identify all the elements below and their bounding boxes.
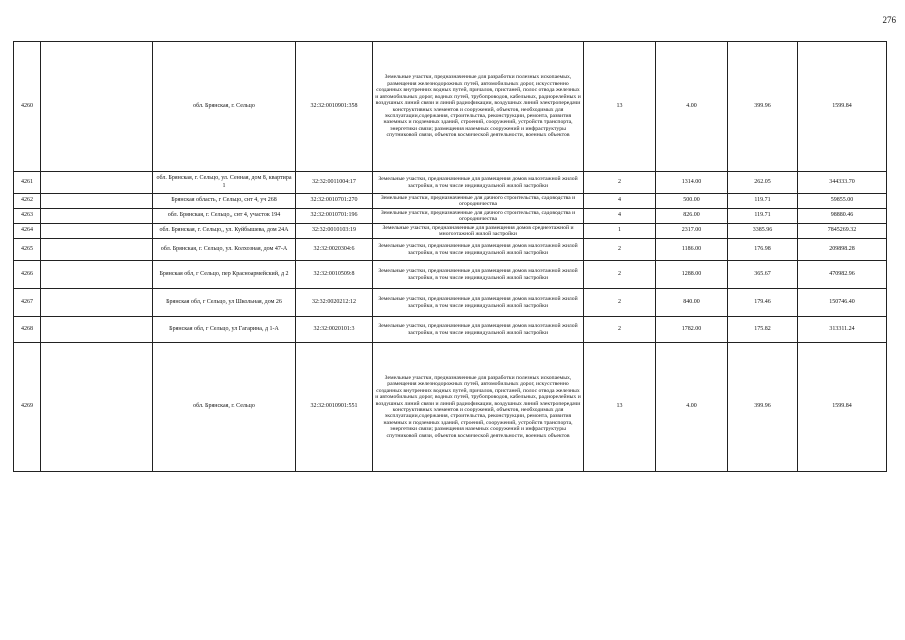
blank-cell xyxy=(41,209,153,224)
blank-cell xyxy=(41,289,153,317)
row-id: 4265 xyxy=(14,239,41,261)
cadastral-number-cell: 32:32:0010103:19 xyxy=(296,224,373,239)
address-cell: обл. Брянская, г. Сельцо,, ул. Куйбышева, дом 24А xyxy=(153,224,296,239)
use-code-cell: 2 xyxy=(584,261,656,289)
cadastral-number-cell: 32:32:0020304:6 xyxy=(296,239,373,261)
land-use-cell: Земельные участки, предназначенные для размещения домов малоэтажной жилой застройки, в том числе индивидуальной жилой застройки xyxy=(373,239,584,261)
row-id: 4268 xyxy=(14,317,41,343)
blank-cell xyxy=(41,172,153,194)
table-row xyxy=(14,209,887,224)
row-id: 4269 xyxy=(14,343,41,472)
use-code-cell: 2 xyxy=(584,172,656,194)
use-code-cell: 2 xyxy=(584,239,656,261)
area-cell: 1314.00 xyxy=(656,172,728,194)
use-code-cell: 13 xyxy=(584,343,656,472)
cadastral-number-cell: 32:32:0020101:3 xyxy=(296,317,373,343)
specific-value-cell: 119.71 xyxy=(728,194,798,209)
row-id: 4261 xyxy=(14,172,41,194)
blank-cell xyxy=(41,239,153,261)
address-cell: Брянская обл, г Сельцо, ул Школьная, дом 26 xyxy=(153,289,296,317)
area-cell: 840.00 xyxy=(656,289,728,317)
address-cell: обл. Брянская, г. Сельцо, ул. Сенная, дом 8, квартира 1 xyxy=(153,172,296,194)
land-use-cell: Земельные участки, предназначенные для разработки полезных ископаемых, размещения железнодорожных путей, автомобильных дорог, искусственно созданных внутренних водных путей, причалов, пристаней, полос отвода железных и автомобильных дорог, водных путей, трубопроводов, кабельных, радиорелейных и воздушных линий связи и линий радиофикации, воздушных линий электропередачи конструктивных элементов и сооружений, объектов, необходимых для эксплуатации,содержания, строительства, реконструкции, ремонта, развития наземных и подземных зданий, строений, сооружений, устройств транспорта, энергетики связи; размещения наземных сооружений и инфраструктуры спутниковой связи, объектов космической деятельности, военных объектов xyxy=(373,343,584,472)
table-row xyxy=(14,261,887,289)
cadastral-number-cell: 32:32:0010701:270 xyxy=(296,194,373,209)
use-code-cell: 4 xyxy=(584,209,656,224)
address-cell: обл. Брянская, г. Сельцо xyxy=(153,343,296,472)
page-number: 276 xyxy=(882,15,896,25)
area-cell: 500.00 xyxy=(656,194,728,209)
address-cell: обл. Брянская, г. Сельцо xyxy=(153,42,296,172)
address-cell: обл. Брянская, г. Сельцо,, снт 4, участок 194 xyxy=(153,209,296,224)
row-id: 4262 xyxy=(14,194,41,209)
table-row xyxy=(14,42,887,172)
cadastral-number-cell: 32:32:0010701:196 xyxy=(296,209,373,224)
row-id: 4264 xyxy=(14,224,41,239)
cadastral-number-cell: 32:32:0010901:551 xyxy=(296,343,373,472)
blank-cell xyxy=(41,42,153,172)
area-cell: 826.00 xyxy=(656,209,728,224)
table-row xyxy=(14,289,887,317)
specific-value-cell: 365.67 xyxy=(728,261,798,289)
cadastral-value-cell: 1599.84 xyxy=(798,42,887,172)
address-cell: Брянская обл, г Сельцо, пер Красноармейский, д 2 xyxy=(153,261,296,289)
address-cell: обл. Брянская, г. Сельцо, ул. Колхозная, дом 47-А xyxy=(153,239,296,261)
cadastral-value-cell: 209898.28 xyxy=(798,239,887,261)
table-row xyxy=(14,172,887,194)
cadastral-number-cell: 32:32:0011004:17 xyxy=(296,172,373,194)
area-cell: 2317.00 xyxy=(656,224,728,239)
area-cell: 4.00 xyxy=(656,42,728,172)
row-id: 4266 xyxy=(14,261,41,289)
cadastral-number-cell: 32:32:0010901:358 xyxy=(296,42,373,172)
table-row xyxy=(14,317,887,343)
cadastral-value-cell: 313311.24 xyxy=(798,317,887,343)
table-row xyxy=(14,343,887,472)
specific-value-cell: 3385.96 xyxy=(728,224,798,239)
address-cell: Брянская область, г Сельцо, снт 4, уч 268 xyxy=(153,194,296,209)
use-code-cell: 4 xyxy=(584,194,656,209)
cadastral-value-cell: 150746.40 xyxy=(798,289,887,317)
specific-value-cell: 119.71 xyxy=(728,209,798,224)
use-code-cell: 2 xyxy=(584,317,656,343)
address-cell: Брянская обл, г Сельцо, ул Гагарина, д 1-А xyxy=(153,317,296,343)
blank-cell xyxy=(41,224,153,239)
area-cell: 1186.00 xyxy=(656,239,728,261)
specific-value-cell: 176.98 xyxy=(728,239,798,261)
blank-cell xyxy=(41,317,153,343)
table-row xyxy=(14,239,887,261)
specific-value-cell: 262.05 xyxy=(728,172,798,194)
blank-cell xyxy=(41,261,153,289)
cadastral-value-cell: 1599.84 xyxy=(798,343,887,472)
use-code-cell: 2 xyxy=(584,289,656,317)
row-id: 4263 xyxy=(14,209,41,224)
specific-value-cell: 399.96 xyxy=(728,42,798,172)
blank-cell xyxy=(41,194,153,209)
use-code-cell: 1 xyxy=(584,224,656,239)
table-row xyxy=(14,224,887,239)
cadastral-value-cell: 59855.00 xyxy=(798,194,887,209)
land-use-cell: Земельные участки, предназначенные для размещения домов среднеэтажной и многоэтажной жилой застройки xyxy=(373,224,584,239)
land-use-cell: Земельные участки, предназначенные для размещения домов малоэтажной жилой застройки, в том числе индивидуальной жилой застройки xyxy=(373,172,584,194)
cadastral-value-cell: 98880.46 xyxy=(798,209,887,224)
cadastral-number-cell: 32:32:0020212:12 xyxy=(296,289,373,317)
cadastral-value-cell: 7845269.32 xyxy=(798,224,887,239)
table-row xyxy=(14,194,887,209)
land-use-cell: Земельные участки, предназначенные для дачного строительства, садоводства и огородничества xyxy=(373,194,584,209)
land-use-cell: Земельные участки, предназначенные для размещения домов малоэтажной жилой застройки, в том числе индивидуальной жилой застройки xyxy=(373,317,584,343)
specific-value-cell: 399.96 xyxy=(728,343,798,472)
land-use-cell: Земельные участки, предназначенные для размещения домов малоэтажной жилой застройки, в том числе индивидуальной жилой застройки xyxy=(373,289,584,317)
area-cell: 4.00 xyxy=(656,343,728,472)
use-code-cell: 13 xyxy=(584,42,656,172)
blank-cell xyxy=(41,343,153,472)
area-cell: 1782.00 xyxy=(656,317,728,343)
area-cell: 1288.00 xyxy=(656,261,728,289)
cadastral-number-cell: 32:32:0010509:8 xyxy=(296,261,373,289)
row-id: 4260 xyxy=(14,42,41,172)
land-use-cell: Земельные участки, предназначенные для размещения домов малоэтажной жилой застройки, в том числе индивидуальной жилой застройки xyxy=(373,261,584,289)
land-use-cell: Земельные участки, предназначенные для дачного строительства, садоводства и огородничества xyxy=(373,209,584,224)
cadastral-value-table xyxy=(13,41,887,472)
specific-value-cell: 179.46 xyxy=(728,289,798,317)
land-use-cell: Земельные участки, предназначенные для разработки полезных ископаемых, размещения железнодорожных путей, автомобильных дорог, искусственно созданных внутренних водных путей, причалов, пристаней, полос отвода железных и автомобильных дорог, водных путей, трубопроводов, кабельных, радиорелейных и воздушных линий связи и линий радиофикации, воздушных линий электропередачи конструктивных элементов и сооружений, объектов, необходимых для эксплуатации,содержания, строительства, реконструкции, ремонта, развития наземных и подземных зданий, строений, сооружений, устройств транспорта, энергетики связи; размещения наземных сооружений и инфраструктуры спутниковой связи, объектов космической деятельности, военных объектов xyxy=(373,42,584,172)
cadastral-value-cell: 344333.70 xyxy=(798,172,887,194)
specific-value-cell: 175.82 xyxy=(728,317,798,343)
cadastral-value-cell: 470982.96 xyxy=(798,261,887,289)
row-id: 4267 xyxy=(14,289,41,317)
